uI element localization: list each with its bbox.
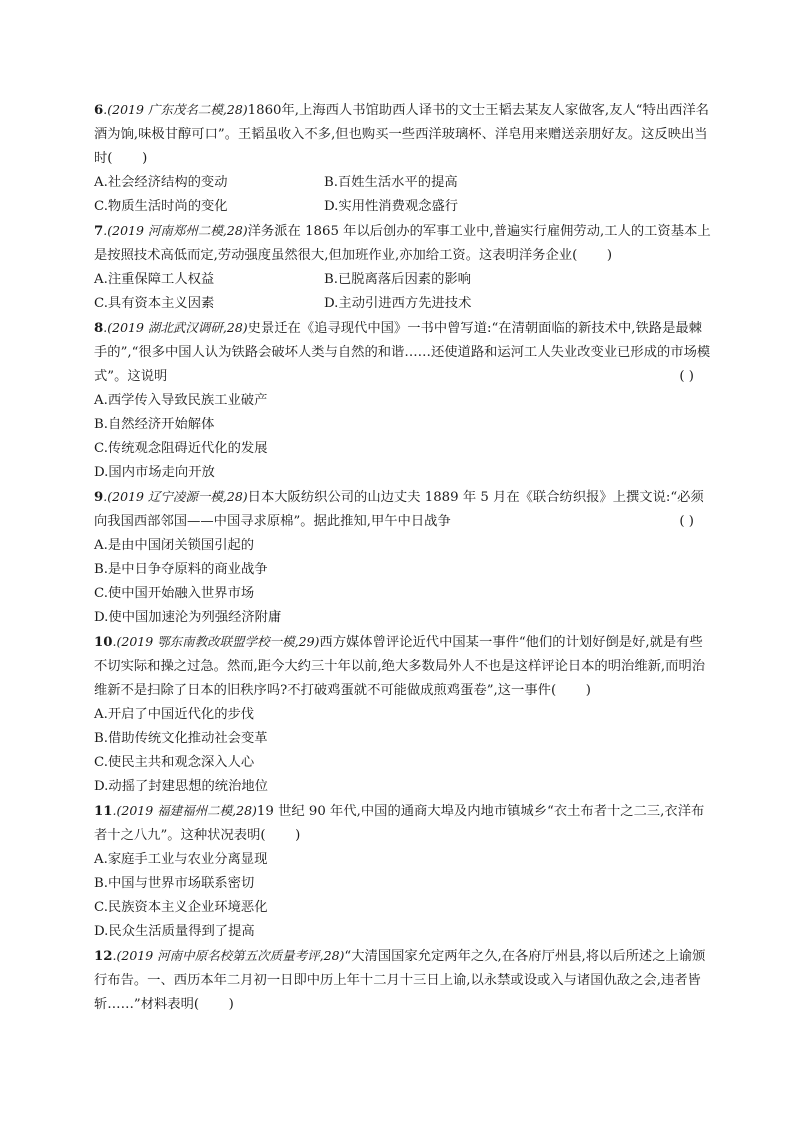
question-10 <box>94 630 714 799</box>
option-d[interactable]: D.国内市场走向开放 <box>94 465 215 480</box>
option-a[interactable]: A.家庭手工业与农业分离显现 <box>94 852 268 867</box>
question-text: 西方媒体曾评论近代中国某一事件“他们的计划好倒是好,就是有些不切实际和操之过急。然而,距今大约三十年以前,绝大多数局外人不也是这样评论日本的明治维新,而明治维新不是扫除了日本的旧秩序吗?不打破鸡蛋就不可能做成煎鸡蛋卷”,这一事件( <box>94 635 706 698</box>
option-c[interactable]: C.具有资本主义因素 <box>94 296 215 311</box>
option-b[interactable]: B.借助传统文化推动社会变革 <box>94 731 268 746</box>
question-number: 10 <box>94 635 113 650</box>
question-source: .(2019 广东茂名二模,28) <box>103 102 248 117</box>
question-stem <box>94 316 714 389</box>
question-6 <box>94 98 714 219</box>
question-text: 日本大阪纺织公司的山边丈夫 1889 年 5 月在《联合纺织报》上撰文说:“必须向我国西部邻国——中国寻求原棉”。据此推知,甲午中日战争 <box>94 490 704 529</box>
option-b[interactable]: B.是中日争夺原料的商业战争 <box>94 562 268 577</box>
question-source: .(2019 福建福州二模,28) <box>112 803 257 818</box>
answer-paren-close: ) <box>228 997 234 1012</box>
answer-paren-close: ) <box>585 683 591 698</box>
option-b[interactable]: B.中国与世界市场联系密切 <box>94 876 255 891</box>
question-7 <box>94 219 714 316</box>
question-source: .(2019 辽宁凌源一模,28) <box>103 489 248 504</box>
question-text: 1860年,上海西人书馆助西人译书的文士王韬去某友人家做客,友人“特出西洋名酒为饷,味极甘醇可口”。王韬虽收入不多,但也购买一些西洋玻璃杯、洋皂用来赠送亲朋好友。这反映出当时( <box>94 103 709 166</box>
option-a[interactable]: A.社会经济结构的变动 <box>94 175 228 190</box>
question-8 <box>94 316 714 485</box>
question-source: .(2019 鄂东南教改联盟学校一模,29) <box>112 634 320 649</box>
question-source: .(2019 湖北武汉调研,28) <box>103 320 248 335</box>
option-d[interactable]: D.主动引进西方先进技术 <box>324 296 472 311</box>
option-c[interactable]: C.使中国开始融入世界市场 <box>94 586 255 601</box>
question-9 <box>94 485 714 630</box>
option-d[interactable]: D.民众生活质量得到了提高 <box>94 924 255 939</box>
question-12 <box>94 944 714 1017</box>
option-b[interactable]: B.已脱离落后因素的影响 <box>324 272 471 287</box>
answer-paren: ( ) <box>679 369 694 384</box>
question-text: “大清国国家允定两年之久,在各府厅州县,将以后所述之上谕颁行布告。一、西历本年二月初一日即中历上年十二月十三日上谕,以永禁或设或入与诸国仇敌之会,违者皆斩……”材料表明( <box>94 949 706 1012</box>
option-d[interactable]: D.实用性消费观念盛行 <box>324 199 459 214</box>
option-a[interactable]: A.注重保障工人权益 <box>94 272 215 287</box>
question-stem <box>94 219 714 268</box>
option-c[interactable]: C.使民主共和观念深入人心 <box>94 755 255 770</box>
option-c[interactable]: C.民族资本主义企业环境恶化 <box>94 900 268 915</box>
question-source: .(2019 河南中原名校第五次质量考评,28) <box>112 948 345 963</box>
question-number: 11 <box>94 804 113 819</box>
option-c[interactable]: C.传统观念阻碍近代化的发展 <box>94 441 268 456</box>
option-a[interactable]: A.西学传入导致民族工业破产 <box>94 393 268 408</box>
option-c[interactable]: C.物质生活时尚的变化 <box>94 199 228 214</box>
question-number: 6 <box>94 103 104 118</box>
answer-paren-close: ) <box>295 828 301 843</box>
question-11 <box>94 799 714 944</box>
option-b[interactable]: B.自然经济开始解体 <box>94 417 215 432</box>
question-stem <box>94 799 714 848</box>
question-text: 19 世纪 90 年代,中国的通商大埠及内地市镇城乡“衣土布者十之二三,衣洋布者十之八九”。这种状况表明( <box>94 804 705 843</box>
answer-paren-close: ) <box>142 151 148 166</box>
answer-paren-close: ) <box>606 248 613 263</box>
question-stem <box>94 630 714 703</box>
question-source: .(2019 河南郑州二模,28) <box>103 223 248 238</box>
question-number: 9 <box>94 490 104 505</box>
question-stem <box>94 98 714 171</box>
option-a[interactable]: A.开启了中国近代化的步伐 <box>94 707 255 722</box>
question-number: 7 <box>94 224 104 239</box>
answer-paren: ( ) <box>679 514 694 529</box>
option-b[interactable]: B.百姓生活水平的提高 <box>324 175 458 190</box>
option-a[interactable]: A.是由中国闭关锁国引起的 <box>94 538 255 553</box>
question-stem <box>94 944 714 1017</box>
question-number: 12 <box>94 949 113 964</box>
exam-page <box>94 98 714 1017</box>
question-stem <box>94 485 714 534</box>
option-d[interactable]: D.使中国加速沦为列强经济附庸 <box>94 610 282 625</box>
question-text: 史景迁在《追寻现代中国》一书中曾写道:“在清朝面临的新技术中,铁路是最棘手的”,“很多中国人认为铁路会破坏人类与自然的和谐……还使道路和运河工人失业改变业已形成的市场模式”。这说明 <box>94 321 711 384</box>
option-d[interactable]: D.动摇了封建思想的统治地位 <box>94 779 268 794</box>
question-text: 洋务派在 1865 年以后创办的军事工业中,普遍实行雇佣劳动,工人的工资基本上是按照技术高低而定,劳动强度虽然很大,但加班作业,亦加给工资。这表明洋务企业( <box>94 224 711 263</box>
question-number: 8 <box>94 321 104 336</box>
